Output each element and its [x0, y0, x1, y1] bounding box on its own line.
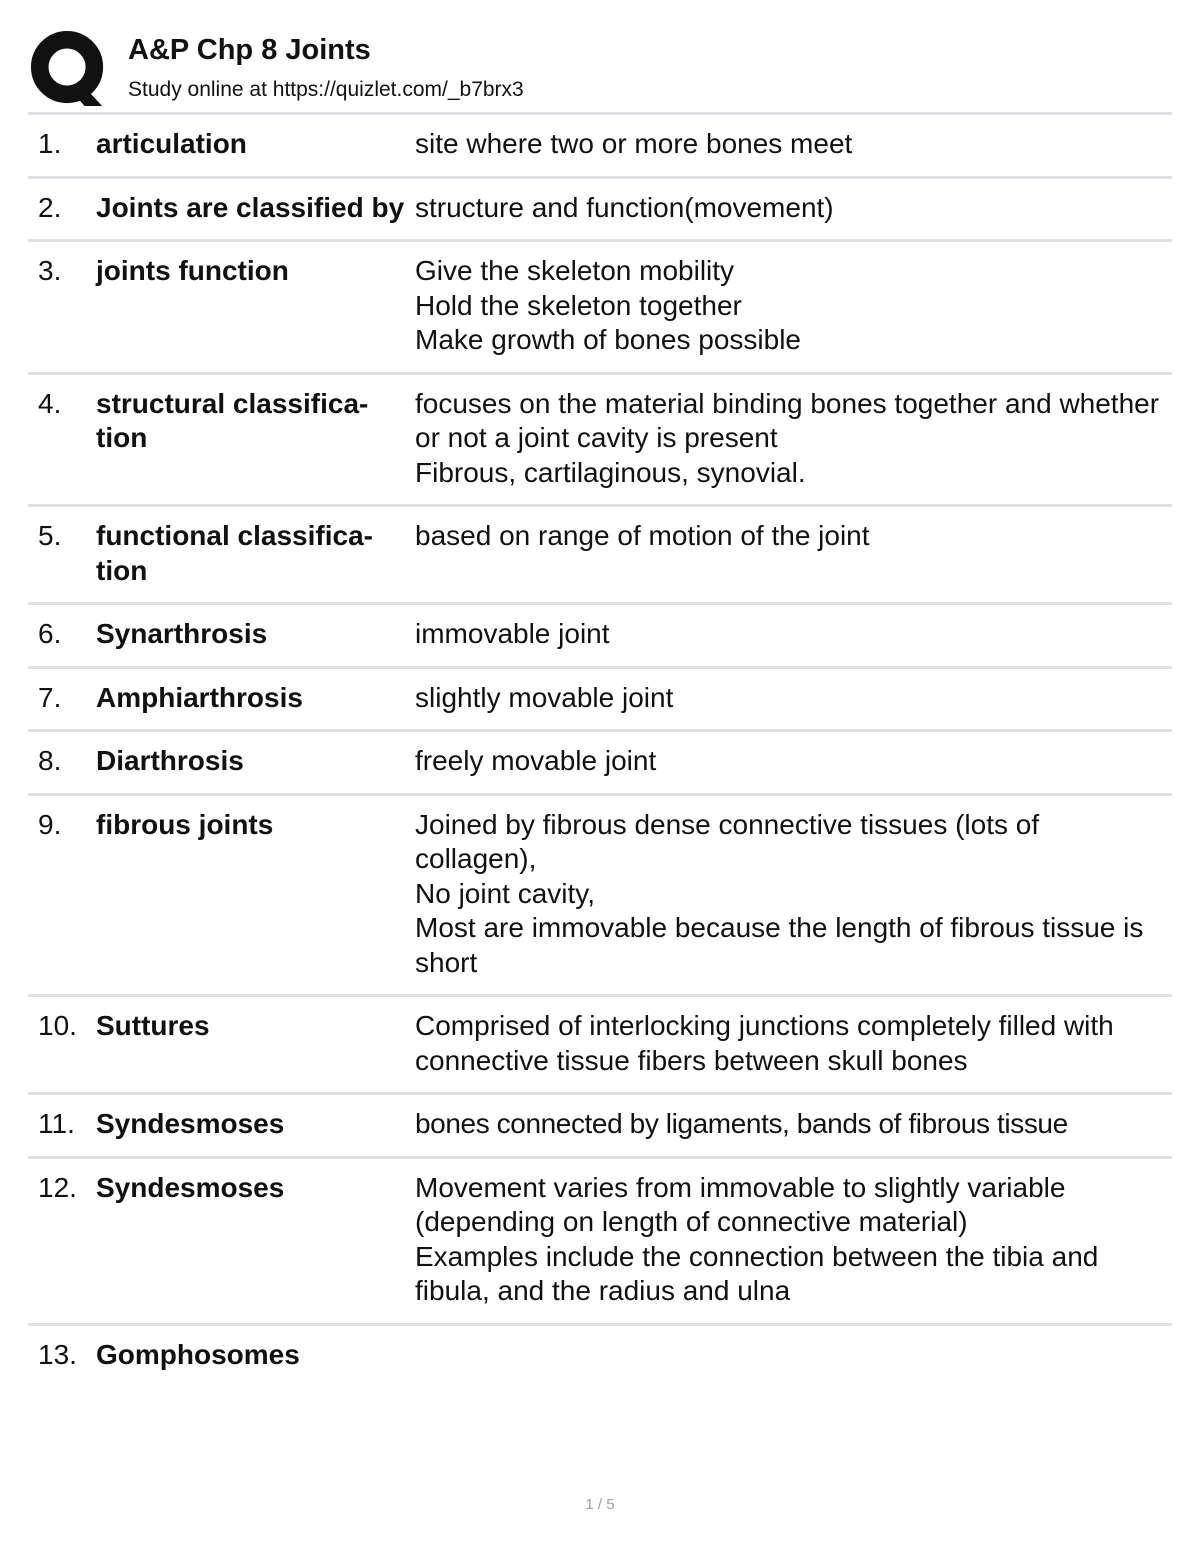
card-term: fibrous joints: [96, 808, 274, 840]
card-definition: site where two or more bones meet: [415, 128, 853, 159]
card-number: 2.: [38, 191, 62, 223]
page-title: A&P Chp 8 Joints: [128, 34, 371, 66]
card-number: 13.: [38, 1338, 77, 1370]
card-number: 8.: [38, 745, 62, 776]
card-number: 6.: [38, 618, 62, 649]
table-row: [28, 375, 1172, 508]
card-term: articulation: [96, 128, 247, 159]
card-number: 10.: [38, 1010, 77, 1041]
card-term: functional classifica- tion: [96, 520, 373, 586]
card-definition: immovable joint: [415, 618, 610, 649]
table-row: [28, 507, 1172, 605]
card-number: 5.: [38, 520, 62, 551]
card-definition: focuses on the material binding bones together and whether or not a joint cavity is present Fibrous, cartilaginous, synovial.: [415, 387, 1160, 488]
card-number: 7.: [38, 681, 62, 713]
card-definition: Give the skeleton mobility Hold the skeleton together Make growth of bones possible: [415, 255, 801, 355]
table-row: [28, 1159, 1172, 1326]
quizlet-q-logo-icon: [30, 30, 108, 108]
table-row: [28, 669, 1172, 733]
table-row: [28, 796, 1172, 998]
table-row: [28, 115, 1172, 179]
card-definition: slightly movable joint: [415, 681, 674, 713]
card-term: Syndesmoses: [96, 1171, 285, 1203]
table-row: [28, 1095, 1172, 1159]
table-row: [28, 1326, 1172, 1387]
card-definition: freely movable joint: [415, 745, 657, 776]
study-online-link[interactable]: Study online at https://quizlet.com/_b7brx3: [128, 78, 524, 101]
card-number: 4.: [38, 387, 62, 419]
card-term: structural classifica- tion: [96, 387, 369, 453]
card-definition: Movement varies from immovable to slightly variable (depending on length of connective material) Examples include the connection between the tibia and fibula, and the radius and ulna: [415, 1171, 1099, 1306]
table-row: [28, 605, 1172, 669]
card-term: Joints are classified by: [96, 191, 405, 223]
card-number: 11.: [38, 1108, 75, 1139]
card-definition: Joined by fibrous dense connective tissues (lots of collagen), No joint cavity, Most are immovable because the length of fibrous tissue is short: [415, 808, 1144, 978]
card-number: 3.: [38, 255, 62, 286]
card-term: Gomphosomes: [96, 1338, 300, 1370]
card-number: 12.: [38, 1171, 77, 1203]
table-row: [28, 242, 1172, 375]
page-number: 1 / 5: [585, 1496, 615, 1513]
table-row: [28, 732, 1172, 796]
card-number: 9.: [38, 808, 62, 840]
card-definition: structure and function(movement): [415, 191, 834, 223]
card-term: joints function: [96, 255, 289, 286]
card-term: Diarthrosis: [96, 745, 244, 776]
card-number: 1.: [38, 128, 62, 159]
flashcard-list: [28, 112, 1172, 1386]
card-definition: based on range of motion of the joint: [415, 520, 870, 551]
card-term: Amphiarthrosis: [96, 681, 303, 713]
card-definition: bones connected by ligaments, bands of fibrous tissue: [415, 1108, 1068, 1139]
card-definition: Comprised of interlocking junctions completely filled with connective tissue fibers between skull bones: [415, 1010, 1114, 1076]
table-row: [28, 997, 1172, 1095]
card-term: Suttures: [96, 1010, 210, 1041]
card-term: Synarthrosis: [96, 618, 268, 649]
page-header: [30, 30, 1172, 110]
table-row: [28, 179, 1172, 243]
card-term: Syndesmoses: [96, 1108, 285, 1139]
